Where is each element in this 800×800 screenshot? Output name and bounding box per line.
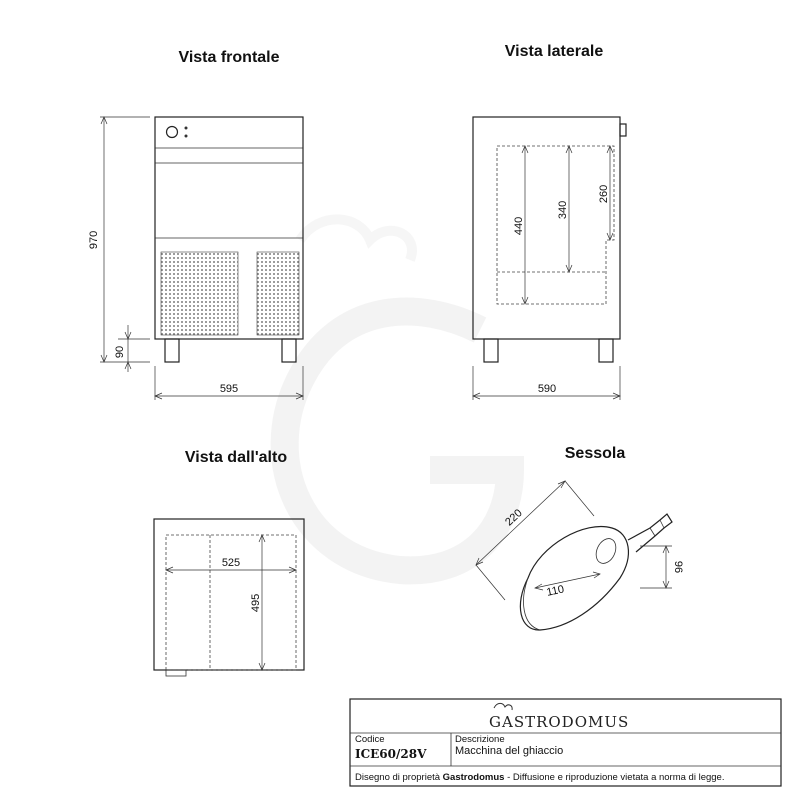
scoop-title: Sessola [564, 445, 626, 462]
front-leg-right [282, 339, 296, 362]
top-depth-dim: 495 [250, 593, 262, 613]
side-dim-440: 440 [513, 216, 525, 236]
scoop-body [520, 526, 628, 630]
side-leg-right [599, 339, 613, 362]
front-width-dim: 595 [219, 383, 239, 395]
side-dim-340: 340 [557, 200, 569, 220]
scoop-length-dim: 220 [503, 507, 525, 529]
code-label: Codice [355, 734, 385, 745]
front-leg-left [165, 339, 179, 362]
desc-label: Descrizione [455, 734, 505, 745]
code-value: ICE60/28V [355, 747, 427, 761]
side-leg-left [484, 339, 498, 362]
title-block [350, 699, 781, 786]
front-height-dim: 970 [88, 230, 100, 250]
gastrodomus-logo [489, 703, 629, 731]
top-view-title: Vista dall'alto [184, 449, 288, 466]
top-bin-dashed [166, 535, 296, 670]
side-body-outline [473, 117, 620, 339]
front-view-title: Vista frontale [178, 49, 280, 66]
top-body-outline [154, 519, 304, 670]
front-view [88, 49, 303, 400]
top-width-dim: 525 [221, 557, 241, 569]
front-grille-right [257, 252, 299, 335]
power-knob-icon [167, 127, 178, 138]
front-leg-dim: 90 [114, 345, 126, 359]
svg-text:GASTRODOMUS: GASTRODOMUS [489, 713, 630, 731]
side-view [473, 43, 626, 400]
top-connector [166, 670, 186, 676]
scoop-height-dim: 96 [672, 560, 684, 574]
footer-note: Disegno di proprietà Gastrodomus - Diffusione e riproduzione vietata a norma di legge. [355, 772, 725, 783]
side-dim-260: 260 [598, 184, 610, 204]
scoop-hole [592, 535, 619, 566]
indicator-light-icon [185, 127, 188, 130]
desc-value: Macchina del ghiaccio [455, 745, 564, 757]
scoop-width-dim: 110 [545, 583, 566, 599]
side-view-title: Vista laterale [504, 43, 604, 60]
indicator-light-icon-2 [185, 135, 188, 138]
front-grille-left [161, 252, 238, 335]
side-knob [620, 124, 626, 136]
side-depth-dim: 590 [537, 383, 557, 395]
